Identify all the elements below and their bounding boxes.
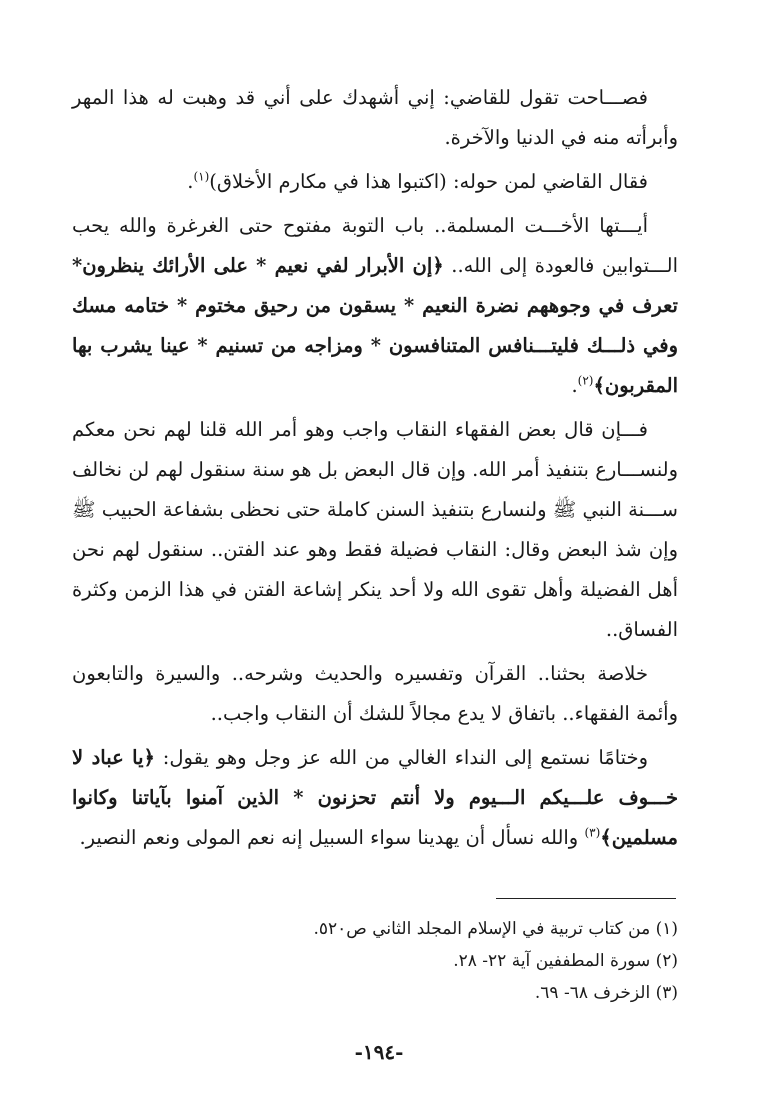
body-text bbox=[72, 78, 678, 862]
footnote: (٢) سورة المطففين آية ٢٢- ٢٨. bbox=[453, 951, 678, 971]
paragraph-text: خلاصة بحثنا.. القرآن وتفسيره والحديث وشرحه.. والسيرة والتابعون وأئمة الفقهاء.. باتفاق لا يدع مجالاً للشك أن النقاب واجب.. bbox=[72, 662, 678, 725]
quran-verse: ﴿إن الأبرار لفي نعيم * على الأرائك ينظرون* تعرف في وجوههم نضرة النعيم * يسقون من رحيق مختوم * ختامه مسك وفي ذلـــك فليتـــنافس المتنافسون * ومزاجه من تسنيم * عينا يشرب بها المقربون﴾ bbox=[72, 254, 678, 397]
paragraph-text: فقال القاضي لمن حوله: (اكتبوا هذا في مكارم الأخلاق) bbox=[209, 170, 648, 193]
paragraph-text: فـــإن قال بعض الفقهاء النقاب واجب وهو أمر الله قلنا لهم نحن معكم ولنســـارع بتنفيذ أمر الله. وإن قال البعض بل هو سنة سنقول لهم لن نخالف ســـنة النبي ﷺ ولنسارع بتنفيذ السنن كاملة حتى نحظى بشفاعة الحبيب ﷺ وإن شذ البعض وقال: النقاب فضيلة فقط وهو عند الفتن.. سنقول لهم نحن أهل الفضيلة وأهل تقوى الله ولا أحد ينكر إشاعة الفتن في هذا الزمن وكثرة الفساق.. bbox=[72, 418, 678, 641]
paragraph bbox=[72, 410, 678, 650]
footnote-reference: (١) bbox=[193, 169, 210, 184]
paragraph bbox=[72, 206, 678, 406]
paragraph-text: وختامًا نستمع إلى النداء الغالي من الله عز وجل وهو يقول: bbox=[154, 746, 649, 769]
paragraph-text: والله نسأل أن يهدينا سواء السبيل إنه نعم المولى ونعم النصير. bbox=[79, 826, 585, 849]
paragraph-text: فصـــاحت تقول للقاضي: إني أشهدك على أني قد وهبت له هذا المهر وأبرأته منه في الدنيا والآخرة. bbox=[72, 86, 678, 149]
footnote-separator bbox=[496, 898, 676, 899]
footnote: (١) من كتاب تربية في الإسلام المجلد الثاني ص٥٢٠. bbox=[313, 919, 678, 939]
paragraph-text: . bbox=[187, 170, 194, 193]
paragraph bbox=[72, 654, 678, 734]
paragraph bbox=[72, 738, 678, 858]
quran-verse: ﴿يا عباد لا خـــوف علـــيكم الـــيوم ولا أنتم تحزنون * الذين آمنوا بآياتنا وكانوا مسلمين﴾ bbox=[72, 746, 678, 849]
paragraph-text: . bbox=[571, 374, 578, 397]
footnote-reference: (٢) bbox=[577, 373, 594, 388]
paragraph bbox=[72, 162, 678, 202]
footnote-reference: (٣) bbox=[584, 825, 601, 840]
footnote: (٣) الزخرف ٦٨- ٦٩. bbox=[534, 983, 678, 1003]
paragraph bbox=[72, 78, 678, 158]
page-number: -١٩٤- bbox=[354, 1040, 404, 1064]
footnotes bbox=[72, 913, 678, 1009]
paragraph-text: أيـــتها الأخـــت المسلمة.. باب التوبة مفتوح حتى الغرغرة والله يحب الـــتوابين فالعودة إلى الله.. bbox=[72, 214, 679, 277]
